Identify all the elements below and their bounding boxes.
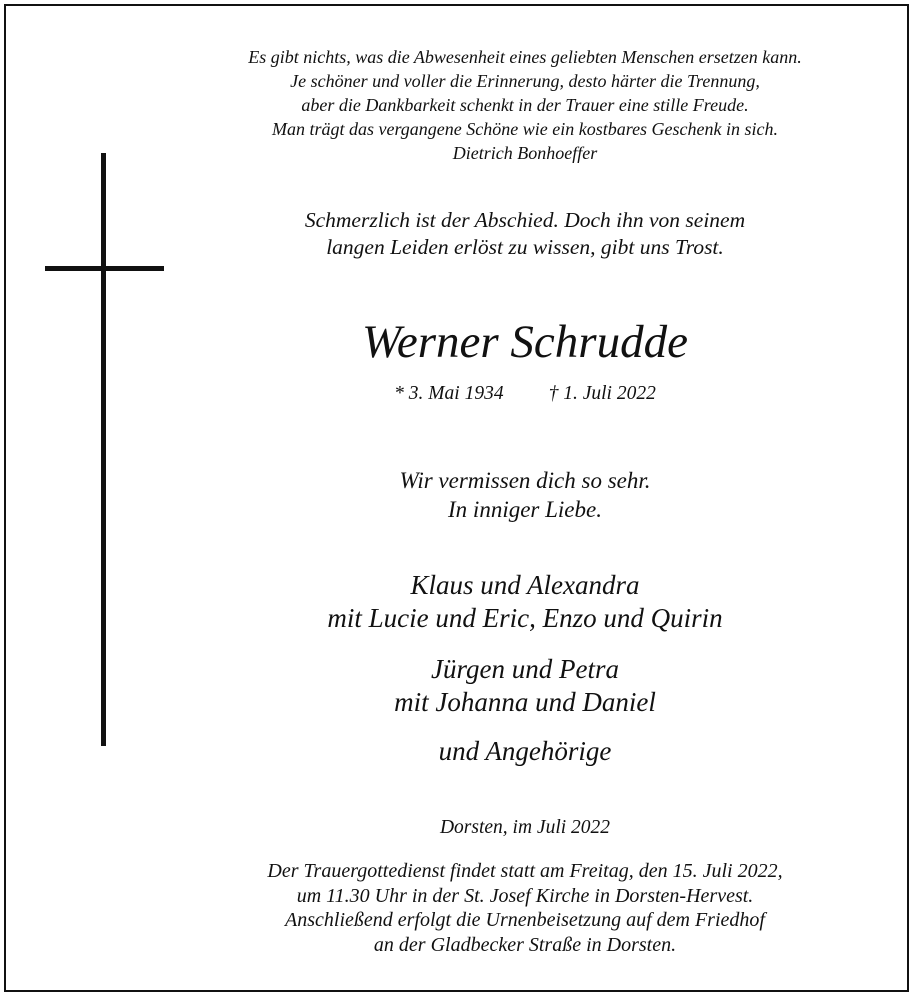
birth-date: * 3. Mai 1934 (394, 383, 504, 404)
quote-line: aber die Dankbarkeit schenkt in der Trauer eine stille Freude. (301, 95, 749, 115)
quote-line: Man trägt das vergangene Schöne wie ein kostbares Geschenk in sich. (271, 119, 779, 139)
funeral-service-info (165, 859, 885, 957)
service-line: an der Gladbecker Straße in Dorsten. (373, 933, 677, 956)
quote-author: Dietrich Bonhoeffer (452, 143, 598, 163)
service-line: um 11.30 Uhr in der St. Josef Kirche in Dorsten-Hervest. (296, 884, 754, 907)
mourner-line: Jürgen und Petra (431, 654, 619, 684)
quote-line: Es gibt nichts, was die Abwesenheit eines geliebten Menschen ersetzen kann. (248, 47, 802, 67)
death-date: † 1. Juli 2022 (548, 383, 656, 404)
quote-line: Je schöner und voller die Erinnerung, desto härter die Trennung, (290, 71, 760, 91)
farewell-message (165, 466, 885, 524)
mourner-line: mit Johanna und Daniel (394, 687, 656, 717)
cross-icon-horizontal-bar (45, 266, 164, 271)
service-line: Der Trauergottedienst findet statt am Freitag, den 15. Juli 2022, (267, 860, 783, 882)
message-line: In inniger Liebe. (448, 497, 602, 522)
life-dates (165, 381, 885, 407)
deceased-name: Werner Schrudde (362, 316, 688, 368)
mourner-line: mit Lucie und Eric, Enzo und Quirin (327, 603, 723, 633)
mourner-group-juergen (165, 653, 885, 719)
comfort-text (165, 207, 885, 261)
message-line: Wir vermissen dich so sehr. (399, 468, 651, 493)
mourner-line: Klaus und Alexandra (410, 570, 640, 600)
mourner-group-relatives: und Angehörige (438, 736, 612, 766)
place-and-date: Dorsten, im Juli 2022 (439, 817, 611, 838)
mourner-group-klaus (165, 569, 885, 635)
bonhoeffer-quote (165, 45, 885, 165)
cross-icon-vertical-bar (101, 153, 106, 746)
comfort-line: Schmerzlich ist der Abschied. Doch ihn von seinem (304, 208, 746, 232)
comfort-line: langen Leiden erlöst zu wissen, gibt uns Trost. (326, 235, 724, 259)
service-line: Anschließend erfolgt die Urnenbeisetzung auf dem Friedhof (285, 909, 765, 931)
